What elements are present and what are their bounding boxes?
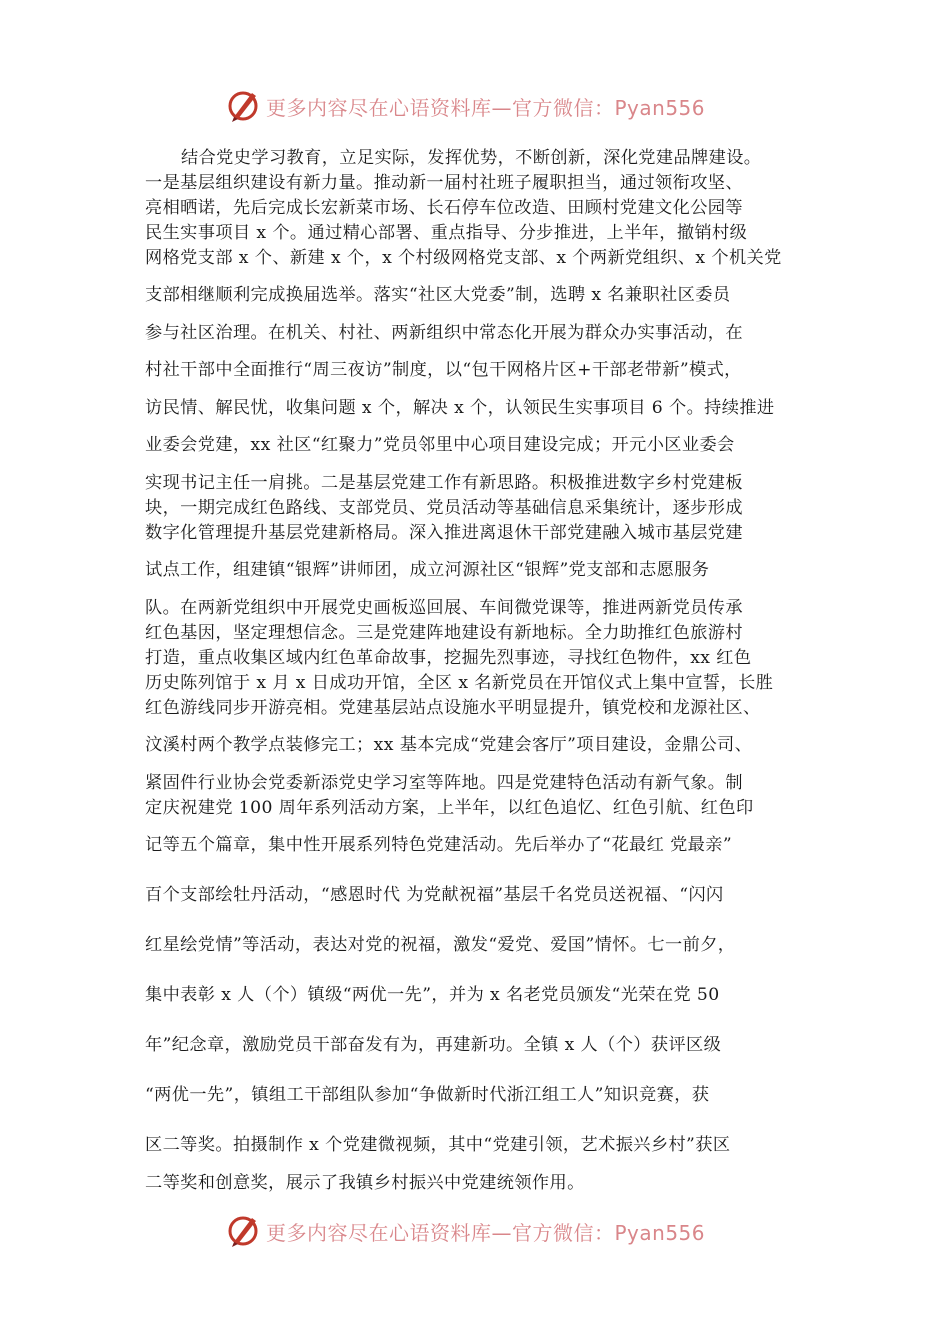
paragraph-line: 支部相继顺利完成换届选举。落实“社区大党委”制，选聘 x 名兼职社区委员 <box>145 285 731 305</box>
paragraph-line: 区二等奖。拍摄制作 x 个党建微视频，其中“党建引领，艺术振兴乡村”获区 <box>145 1135 731 1155</box>
paragraph-line: 红星绘党情”等活动，表达对党的祝福，激发“爱党、爱国”情怀。七一前夕， <box>145 935 736 955</box>
watermark-text: 更多内容尽在心语资料库—官方微信：Pyan556 <box>266 96 706 120</box>
paragraph-line: 块，一期完成红色路线、支部党员、党员活动等基础信息采集统计，逐步形成 <box>145 498 743 518</box>
paragraph-line: 集中表彰 x 人（个）镇级“两优一先”，并为 x 名老党员颁发“光荣在党 50 <box>145 985 720 1005</box>
watermark-text: 更多内容尽在心语资料库—官方微信：Pyan556 <box>266 1221 706 1245</box>
paragraph-line: 试点工作，组建镇“银辉”讲师团，成立河源社区“银辉”党支部和志愿服务 <box>145 560 710 580</box>
paragraph-line: 访民情、解民忧，收集问题 x 个，解决 x 个，认领民生实事项目 6 个。持续推进 <box>145 398 775 418</box>
paragraph-line: 打造，重点收集区域内红色革命故事，挖掘先烈事迹，寻找红色物件，xx 红色 <box>145 648 752 668</box>
watermark-banner-bottom <box>0 1210 950 1250</box>
paragraph-line: 紧固件行业协会党委新添党史学习室等阵地。四是党建特色活动有新气象。制 <box>145 773 743 793</box>
paragraph-line: 一是基层组织建设有新力量。推动新一届村社班子履职担当，通过领衔攻坚、 <box>145 173 743 193</box>
paragraph-line: 汶溪村两个教学点装修完工；xx 基本完成“党建会客厅”项目建设，金鼎公司、 <box>145 735 753 755</box>
paragraph-line: 民生实事项目 x 个。通过精心部署、重点指导、分步推进，上半年，撤销村级 <box>145 223 748 243</box>
paragraph-line: 定庆祝建党 100 周年系列活动方案，上半年，以红色追忆、红色引航、红色印 <box>145 798 754 818</box>
paragraph-line: 网格党支部 x 个、新建 x 个，x 个村级网格党支部、x 个两新党组织、x 个机关党 <box>145 248 782 268</box>
paragraph-line: 历史陈列馆于 x 月 x 日成功开馆，全区 x 名新党员在开馆仪式上集中宣誓，长胜 <box>145 673 774 693</box>
paragraph-line: 参与社区治理。在机关、村社、两新组织中常态化开展为群众办实事活动，在 <box>145 323 743 343</box>
paragraph-line: 亮相晒诺，先后完成长宏新菜市场、长石停车位改造、田顾村党建文化公园等 <box>145 198 743 218</box>
pen-logo-icon <box>226 1212 262 1248</box>
paragraph-line: 结合党史学习教育，立足实际，发挥优势，不断创新，深化党建品牌建设。 <box>181 148 762 168</box>
paragraph-line: 实现书记主任一肩挑。二是基层党建工作有新思路。积极推进数字乡村党建板 <box>145 473 743 493</box>
paragraph-line: 年”纪念章，激励党员干部奋发有为，再建新功。全镇 x 人（个）获评区级 <box>145 1035 722 1055</box>
paragraph-line: 百个支部绘牡丹活动，“感恩时代 为党献祝福”基层千名党员送祝福、“闪闪 <box>145 885 724 905</box>
paragraph-line: 队。在两新党组织中开展党史画板巡回展、车间微党课等，推进两新党员传承 <box>145 598 743 618</box>
paragraph-line: 记等五个篇章，集中性开展系列特色党建活动。先后举办了“花最红 党最亲” <box>145 835 733 855</box>
paragraph-line: 二等奖和创意奖，展示了我镇乡村振兴中党建统领作用。 <box>145 1173 585 1193</box>
paragraph-line: 红色基因，坚定理想信念。三是党建阵地建设有新地标。全力助推红色旅游村 <box>145 623 743 643</box>
paragraph-line: “两优一先”，镇组工干部组队参加“争做新时代浙江组工人”知识竞赛，获 <box>145 1085 710 1105</box>
paragraph-line: 红色游线同步开游亮相。党建基层站点设施水平明显提升，镇党校和龙源社区、 <box>145 698 761 718</box>
paragraph-line: 村社干部中全面推行“周三夜访”制度，以“包干网格片区+干部老带新”模式， <box>145 360 742 380</box>
paragraph-line: 数字化管理提升基层党建新格局。深入推进离退休干部党建融入城市基层党建 <box>145 523 743 543</box>
watermark-banner-top <box>0 85 950 125</box>
paragraph-line: 业委会党建，xx 社区“红聚力”党员邻里中心项目建设完成；开元小区业委会 <box>145 435 735 455</box>
pen-logo-icon <box>226 87 262 123</box>
